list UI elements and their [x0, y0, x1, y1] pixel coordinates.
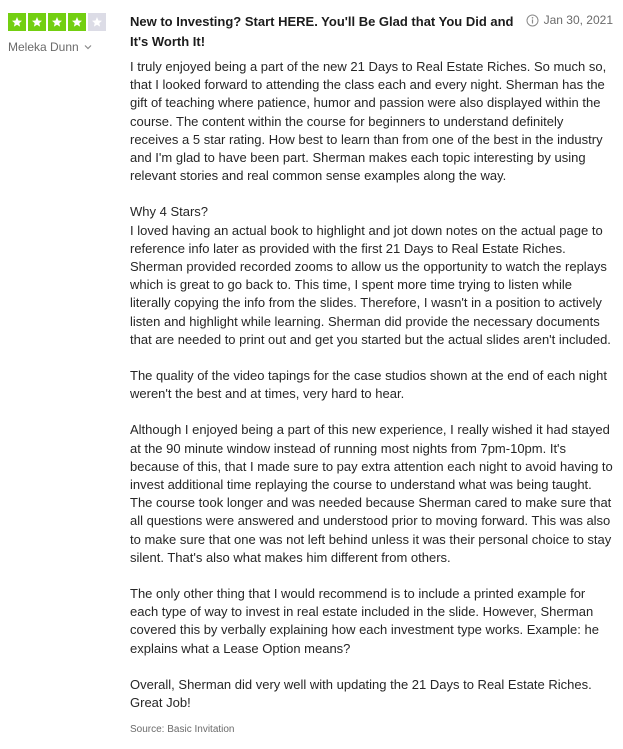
- review-body: [130, 58, 615, 712]
- reviewer-name[interactable]: Meleka Dunn: [8, 40, 79, 54]
- review-paragraph: Overall, Sherman did very well with updating the 21 Days to Real Estate Riches. Great Job!: [130, 676, 592, 711]
- star-icon: [88, 13, 106, 31]
- chevron-down-icon[interactable]: [84, 43, 92, 51]
- review-paragraph: Although I enjoyed being a part of this new experience, I really wished it had stayed at the 90 minute window instead of running most nights from 7pm-10pm. It's because of this, that I made sure to pay extra attention each night to avoid having to invest additional time replaying the course to understand what was being taught. The course took longer and was needed because Sherman cared to make sure that all questions were answered and understood prior to moving forward. This was also to make sure that one was not left behind unless it was their personal choice to stay silent. That's also what makes him different from others.: [130, 422, 613, 565]
- star-icon: [8, 13, 26, 31]
- star-icon: [28, 13, 46, 31]
- reviewer-menu[interactable]: [8, 40, 118, 54]
- review-title: New to Investing? Start HERE. You'll Be Glad that You Did and It's Worth It!: [130, 14, 514, 49]
- info-icon[interactable]: [526, 14, 539, 27]
- review-paragraph: The only other thing that I would recommend is to include a printed example for each type of way to invest in real estate included in the slide. However, Sherman covered this by verbally explaining how each investment type works. Example: he explains what a Lease Option means?: [130, 586, 599, 656]
- review-date-text: Jan 30, 2021: [543, 13, 613, 27]
- star-icon: [68, 13, 86, 31]
- star-rating: [8, 13, 118, 31]
- review-content: [130, 0, 615, 735]
- review-paragraph: The quality of the video tapings for the case studios shown at the end of each night weren't the best and at times, very hard to hear.: [130, 368, 607, 402]
- reviewer-column: [8, 13, 118, 54]
- star-icon: [48, 13, 66, 31]
- review-date: [526, 13, 613, 27]
- review-source: Source: Basic Invitation: [130, 724, 235, 736]
- review-header: [130, 0, 615, 58]
- review-paragraph: Why 4 Stars? I loved having an actual book to highlight and jot down notes on the actual page to reference info later as provided with the first 21 Days to Real Estate Riches. Sherman provided recorded zooms to allow us the opportunity to watch the replays which is great to go back to. This time, I spent more time trying to listen while literally copying the info from the slides. Therefore, I wasn't in a position to actively listen and highlight while learning. Sherman did provide the necessary documents that are needed to print out and get you started but the actual slides aren't included.: [130, 204, 611, 347]
- review-paragraph: I truly enjoyed being a part of the new 21 Days to Real Estate Riches. So much so, that I looked forward to attending the class each and every night. Sherman has the gift of teaching where patience, humor and passion were also displayed within the course. The content within the course for beginners to understand definitely receives a 5 star rating. How best to learn than from one of the best in the industry and I'm glad to have been part. Sherman makes each topic interesting by using relevant stories and real common sense examples along the way.: [130, 59, 607, 184]
